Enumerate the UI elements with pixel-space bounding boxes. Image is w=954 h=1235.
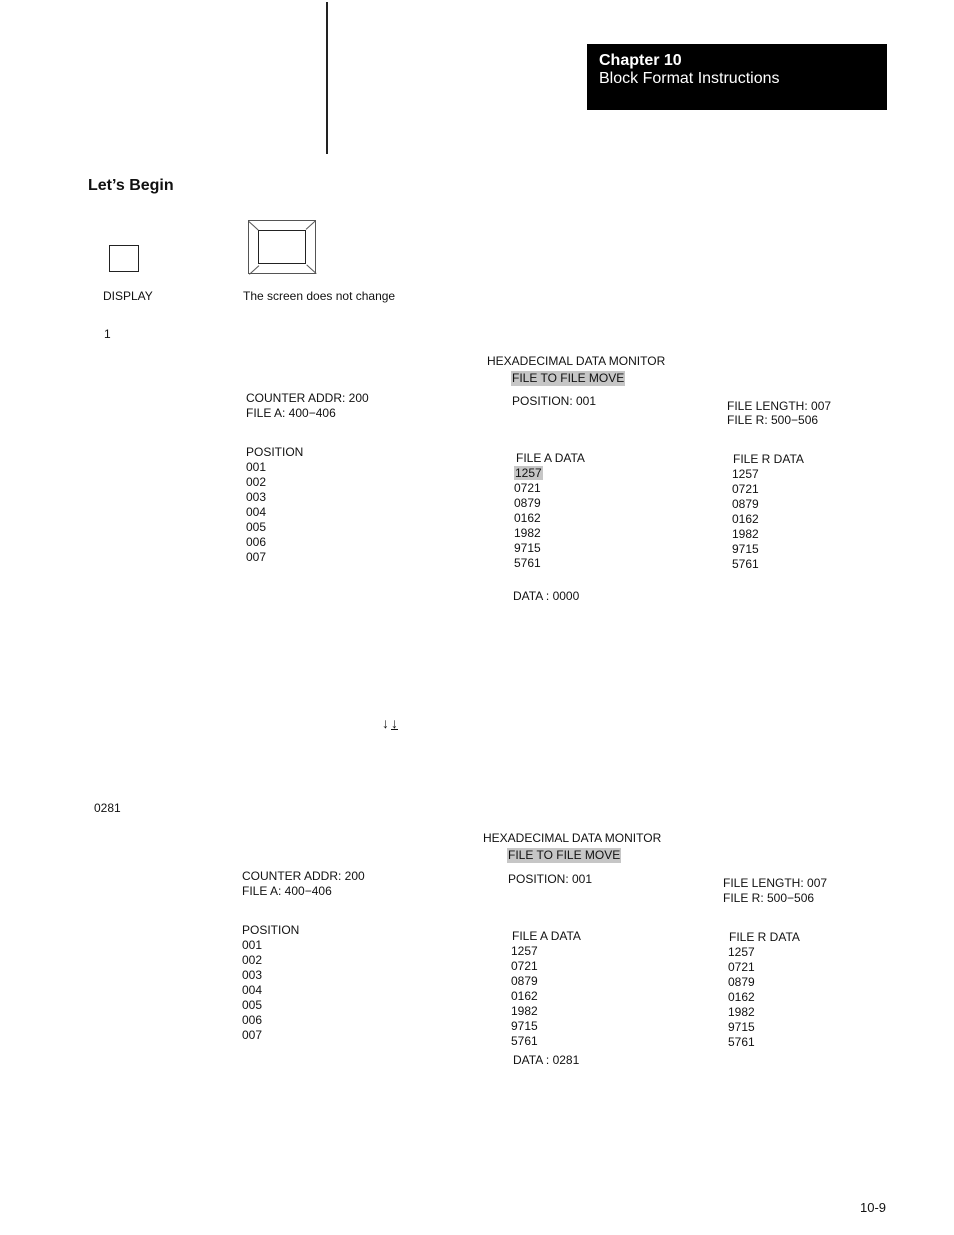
file-a-data-value: 1982: [514, 526, 541, 540]
file-a-data-value: 0162: [511, 989, 538, 1003]
file-r-data-value: 0162: [728, 990, 755, 1004]
file-a-range: FILE A: 400−406: [246, 406, 336, 420]
monitor-mode: FILE TO FILE MOVE: [508, 848, 621, 862]
position-value: 003: [246, 490, 267, 504]
monitor-title: HEXADECIMAL DATA MONITOR: [483, 831, 662, 845]
file-a-data-header: FILE A DATA: [516, 451, 585, 465]
display-key-label: DISPLAY: [103, 289, 153, 303]
file-r-data-value: 1982: [732, 527, 759, 541]
position-value: 004: [246, 505, 267, 519]
file-r-range: FILE R: 500−506: [727, 413, 819, 427]
file-r-data-header: FILE R DATA: [729, 930, 800, 944]
file-a-data-value: 0879: [511, 974, 538, 988]
file-a-data-value: 9715: [514, 541, 541, 555]
position-value: 005: [246, 520, 267, 534]
section-title: Let’s Begin: [88, 177, 174, 194]
file-a-data-column: [511, 929, 581, 1049]
file-r-data-value: 0721: [732, 482, 759, 496]
monitor-data-value: DATA : 0000: [513, 589, 580, 603]
chapter-header: [587, 44, 887, 110]
file-r-data-value: 0721: [728, 960, 755, 974]
file-r-data-value: 0162: [732, 512, 759, 526]
file-a-data-value: 1257: [511, 944, 538, 958]
file-a-data-value: 0721: [511, 959, 538, 973]
file-r-data-value: 0879: [732, 497, 759, 511]
screen-result-text: The screen does not change: [243, 289, 396, 303]
position-value: 001: [246, 460, 267, 474]
monitor-position: POSITION: 001: [512, 394, 597, 408]
file-a-range: FILE A: 400−406: [242, 884, 332, 898]
file-r-data-value: 1982: [728, 1005, 755, 1019]
screen-icon: [248, 220, 316, 274]
position-value: 002: [246, 475, 267, 489]
counter-addr: COUNTER ADDR: 200: [246, 391, 369, 405]
position-value: 006: [246, 535, 267, 549]
position-value: 005: [242, 998, 263, 1012]
file-a-data-value: 0879: [514, 496, 541, 510]
file-a-data-header: FILE A DATA: [512, 929, 581, 943]
file-r-data-value: 5761: [732, 557, 759, 571]
file-a-data-value: 9715: [511, 1019, 538, 1033]
position-value: 006: [242, 1013, 263, 1027]
monitor-position: POSITION: 001: [508, 872, 593, 886]
position-header: POSITION: [246, 445, 304, 459]
position-value: 001: [242, 938, 263, 952]
monitor-mode: FILE TO FILE MOVE: [512, 371, 625, 385]
file-r-data-value: 9715: [728, 1020, 755, 1034]
step2-entry: 0281: [94, 801, 121, 815]
file-r-data-value: 9715: [732, 542, 759, 556]
file-a-data-value: 1982: [511, 1004, 538, 1018]
step1-entry: 1: [104, 327, 111, 341]
position-column: [246, 445, 303, 565]
file-a-data-value: 5761: [511, 1034, 538, 1048]
arrow-down-underlined-key-icon: ↓: [391, 715, 398, 731]
position-value: 007: [242, 1028, 263, 1042]
page-number: 10-9: [860, 1200, 887, 1215]
file-r-data-value: 1257: [732, 467, 759, 481]
margin-rule: [326, 2, 328, 154]
position-column: [242, 923, 299, 1043]
monitor-title: HEXADECIMAL DATA MONITOR: [487, 354, 666, 368]
file-a-data-value: 0162: [514, 511, 541, 525]
file-a-data-value: 5761: [514, 556, 541, 570]
position-value: 007: [246, 550, 267, 564]
file-r-data-value: 0879: [728, 975, 755, 989]
position-header: POSITION: [242, 923, 300, 937]
file-length: FILE LENGTH: 007: [727, 399, 832, 413]
file-a-data-column: [514, 451, 585, 571]
file-r-data-value: 1257: [728, 945, 755, 959]
file-length: FILE LENGTH: 007: [723, 876, 828, 890]
file-a-data-value-cursor: 1257: [515, 466, 542, 480]
position-value: 003: [242, 968, 263, 982]
position-value: 002: [242, 953, 263, 967]
file-r-data-header: FILE R DATA: [733, 452, 804, 466]
counter-addr: COUNTER ADDR: 200: [242, 869, 365, 883]
file-r-data-value: 5761: [728, 1035, 755, 1049]
file-r-data-column: [732, 452, 804, 572]
chapter-subtitle: Block Format Instructions: [599, 70, 780, 87]
arrow-down-key-icon: ↓: [382, 715, 389, 731]
chapter-title: Chapter 10: [599, 52, 682, 69]
file-r-range: FILE R: 500−506: [723, 891, 815, 905]
monitor-data-value: DATA : 0281: [513, 1053, 580, 1067]
file-a-data-value: 0721: [514, 481, 541, 495]
position-value: 004: [242, 983, 263, 997]
file-r-data-column: [728, 930, 800, 1050]
keyboard-key-icon: [109, 245, 139, 272]
